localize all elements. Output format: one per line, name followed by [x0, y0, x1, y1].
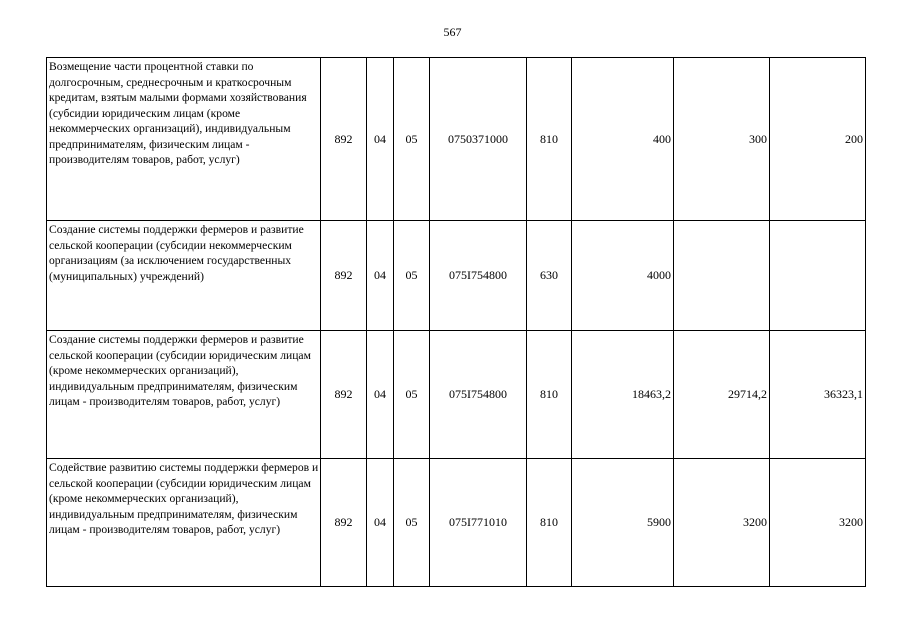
target-code-cell: 0750371000	[430, 58, 527, 221]
target-code-cell: 075I754800	[430, 221, 527, 331]
amount-1-cell: 5900	[572, 459, 674, 587]
subsection-code-cell: 05	[394, 331, 430, 459]
expense-type-cell: 810	[527, 459, 572, 587]
amount-3-cell: 200	[770, 58, 866, 221]
amount-3-cell: 3200	[770, 459, 866, 587]
section-code-cell: 04	[367, 221, 394, 331]
amount-1-cell: 18463,2	[572, 331, 674, 459]
table-row	[47, 58, 866, 221]
row-description: Возмещение части процентной ставки по долгосрочным, среднесрочным и краткосрочным кредитам, взятым малыми формами хозяйствования (субсидии юридическим лицам (кроме некоммерческих организаций), индивидуальным предпринимателям, физическим лицам - производителям товаров, работ, услуг)	[47, 58, 321, 221]
row-description: Создание системы поддержки фермеров и развитие сельской кооперации (субсидии некоммерческим организациям (за исключением государственных (муниципальных) учреждений)	[47, 221, 321, 331]
expense-type-cell: 630	[527, 221, 572, 331]
expense-type-cell: 810	[527, 58, 572, 221]
ministry-code-cell: 892	[321, 459, 367, 587]
amount-2-cell	[674, 221, 770, 331]
table-row	[47, 221, 866, 331]
ministry-code-cell: 892	[321, 331, 367, 459]
subsection-code-cell: 05	[394, 58, 430, 221]
target-code-cell: 075I771010	[430, 459, 527, 587]
amount-2-cell: 3200	[674, 459, 770, 587]
target-code-cell: 075I754800	[430, 331, 527, 459]
section-code-cell: 04	[367, 331, 394, 459]
section-code-cell: 04	[367, 58, 394, 221]
amount-3-cell	[770, 221, 866, 331]
amount-1-cell: 4000	[572, 221, 674, 331]
subsection-code-cell: 05	[394, 221, 430, 331]
ministry-code-cell: 892	[321, 221, 367, 331]
subsection-code-cell: 05	[394, 459, 430, 587]
page-number: 567	[443, 25, 462, 39]
row-description: Содействие развитию системы поддержки фермеров и сельской кооперации (субсидии юридическим лицам (кроме некоммерческих организаций), индивидуальным предпринимателям, физическим лицам - производителям товаров, работ, услуг)	[47, 459, 321, 587]
row-description: Создание системы поддержки фермеров и развитие сельской кооперации (субсидии юридическим лицам (кроме некоммерческих организаций), индивидуальным предпринимателям, физическим лицам - производителям товаров, работ, услуг)	[47, 331, 321, 459]
table-row	[47, 331, 866, 459]
table-row	[47, 459, 866, 587]
amount-1-cell: 400	[572, 58, 674, 221]
amount-3-cell: 36323,1	[770, 331, 866, 459]
section-code-cell: 04	[367, 459, 394, 587]
expense-type-cell: 810	[527, 331, 572, 459]
amount-2-cell: 29714,2	[674, 331, 770, 459]
amount-2-cell: 300	[674, 58, 770, 221]
ministry-code-cell: 892	[321, 58, 367, 221]
budget-table	[46, 57, 866, 587]
